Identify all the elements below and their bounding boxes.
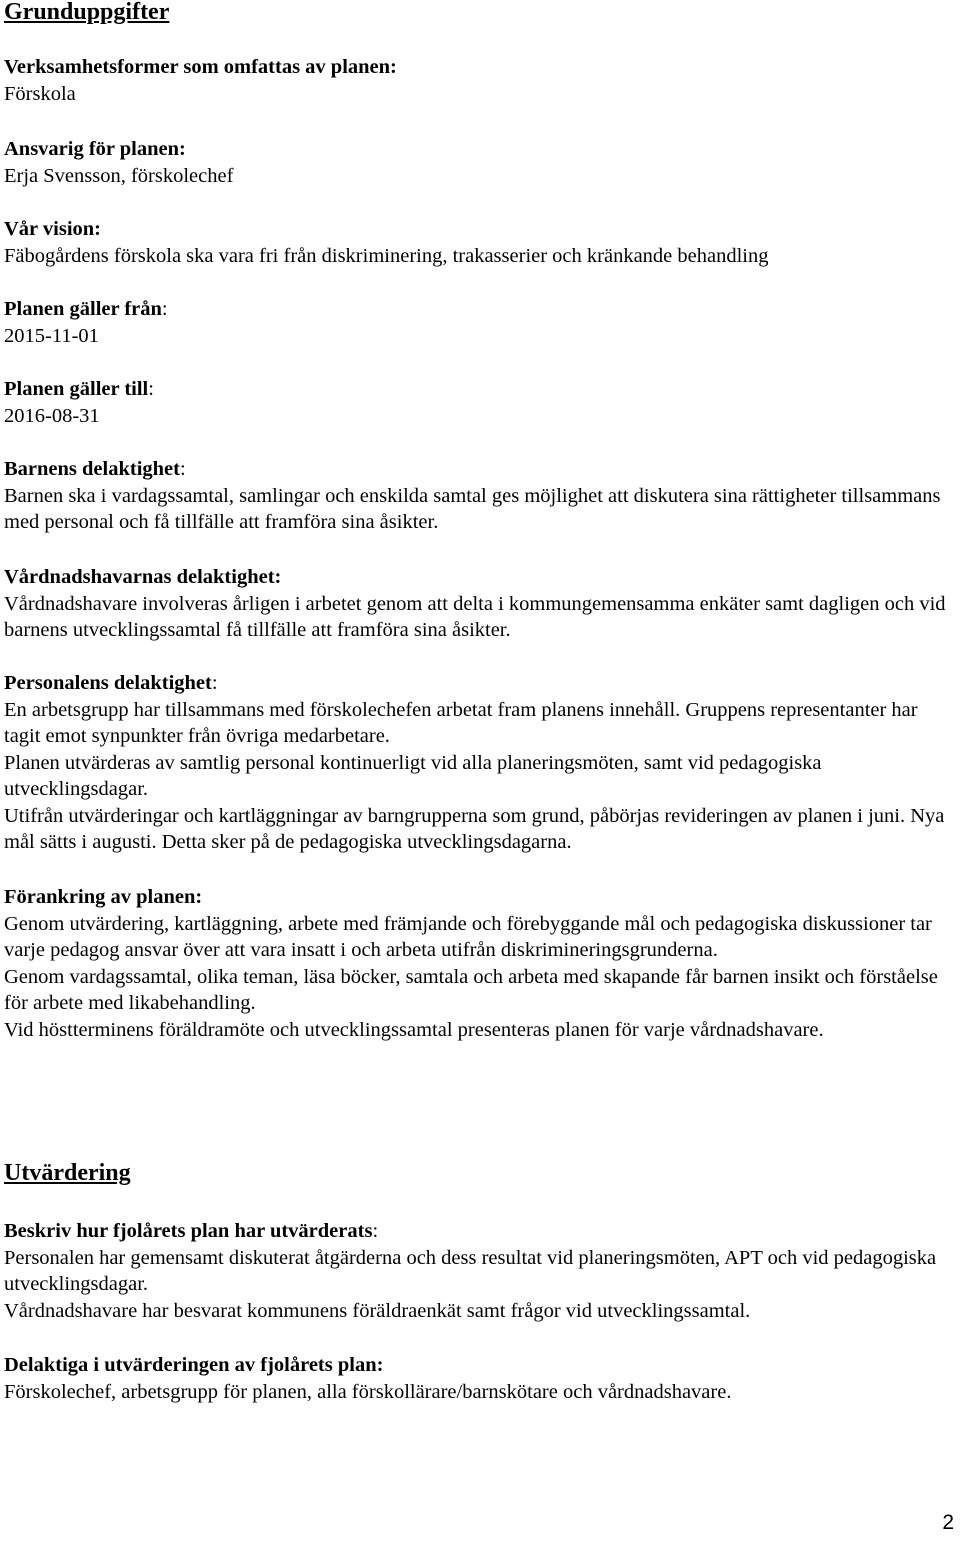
section-title-grunduppgifter: Grunduppgifter [4, 0, 170, 25]
field-value: 2016-08-31 [4, 404, 100, 427]
paragraph: Vårdnadshavare har besvarat kommunens föräldraenkät samt frågor vid utvecklingssamtal. [4, 1299, 751, 1322]
field-text: Barnen ska i vardagssamtal, samlingar och enskilda samtal ges möjlighet att diskutera sina rättigheter tillsammans med personal och få tillfälle att framföra sina åsikter. [4, 484, 941, 533]
field-forankring [4, 884, 954, 1043]
field-label: Ansvarig för planen: [4, 138, 186, 160]
page-number: 2 [942, 1511, 954, 1534]
field-label: Vårdnadshavarnas delaktighet: [4, 566, 282, 588]
field-value: 2015-11-01 [4, 324, 99, 347]
section-title-utvardering: Utvärdering [4, 1160, 131, 1186]
paragraph: Personalen har gemensamt diskuterat åtgärderna och dess resultat vid planeringsmöten, APT och vid pedagogiska utvecklingsdagar. [4, 1246, 937, 1295]
field-label [4, 456, 954, 483]
label-colon: : [148, 378, 154, 400]
field-label: Förankring av planen: [4, 886, 203, 908]
field-label [4, 670, 954, 697]
field-galler-fran [4, 296, 168, 349]
label-text: Personalens delaktighet [4, 672, 212, 694]
field-personalens-delaktighet [4, 670, 954, 856]
paragraph: Vid höstterminens föräldramöte och utvecklingssamtal presenteras planen för varje vårdnadshavare. [4, 1018, 824, 1041]
paragraph: En arbetsgrupp har tillsammans med förskolechefen arbetat fram planens innehåll. Gruppens representanter har tagit emot synpunkter från övriga medarbetare. [4, 698, 918, 747]
field-value: Förskola [4, 82, 76, 105]
label-text: Beskriv hur fjolårets plan har utvärderats [4, 1220, 373, 1242]
field-text: Förskolechef, arbetsgrupp för planen, alla förskollärare/barnskötare och vårdnadshavare. [4, 1380, 732, 1403]
label-colon: : [211, 672, 218, 694]
field-verksamhetsformer [4, 54, 397, 107]
label-colon: : [372, 1220, 379, 1242]
paragraph: Utifrån utvärderingar och kartläggningar av barngrupperna som grund, påbörjas revideringen av planen i juni. Nya mål sätts i augusti. Detta sker på de pedagogiska utvecklingsdagarna. [4, 804, 945, 853]
field-delaktiga-utvardering [4, 1352, 954, 1405]
field-galler-till [4, 376, 154, 429]
field-beskriv-utvardering [4, 1218, 954, 1324]
field-label: Delaktiga i utvärderingen av fjolårets plan: [4, 1354, 384, 1376]
field-label: Vår vision: [4, 218, 102, 240]
label-text: Planen gäller från [4, 298, 162, 320]
field-label [4, 1218, 954, 1245]
field-barnens-delaktighet [4, 456, 954, 536]
field-value: Fäbogårdens förskola ska vara fri från diskriminering, trakasserier och kränkande behandling [4, 244, 769, 267]
field-text: Vårdnadshavare involveras årligen i arbetet genom att delta i kommungemensamma enkäter samt dagligen och vid barnens utvecklingssamtal få tillfälle att framföra sina åsikter. [4, 592, 946, 641]
field-label [4, 376, 154, 403]
field-ansvarig [4, 136, 233, 189]
label-colon: : [179, 458, 186, 480]
paragraph: Genom vardagssamtal, olika teman, läsa böcker, samtala och arbeta med skapande får barnen insikt och förståelse för arbete med likabehandling. [4, 965, 938, 1014]
label-text: Planen gäller till [4, 378, 149, 400]
paragraph: Genom utvärdering, kartläggning, arbete med främjande och förebyggande mål och pedagogiska diskussioner tar varje pedagog ansvar över att vara insatt i och arbeta utifrån diskrimineringsgrunderna. [4, 912, 932, 961]
label-colon: : [161, 298, 168, 320]
label-text: Barnens delaktighet [4, 458, 180, 480]
paragraph: Planen utvärderas av samtlig personal kontinuerligt vid alla planeringsmöten, samt vid pedagogiska utvecklingsdagar. [4, 751, 822, 800]
field-label: Verksamhetsformer som omfattas av planen: [4, 56, 397, 78]
field-vision [4, 216, 954, 269]
field-value: Erja Svensson, förskolechef [4, 164, 234, 187]
field-vardnadshavarnas-delaktighet [4, 564, 954, 644]
field-label [4, 296, 168, 323]
